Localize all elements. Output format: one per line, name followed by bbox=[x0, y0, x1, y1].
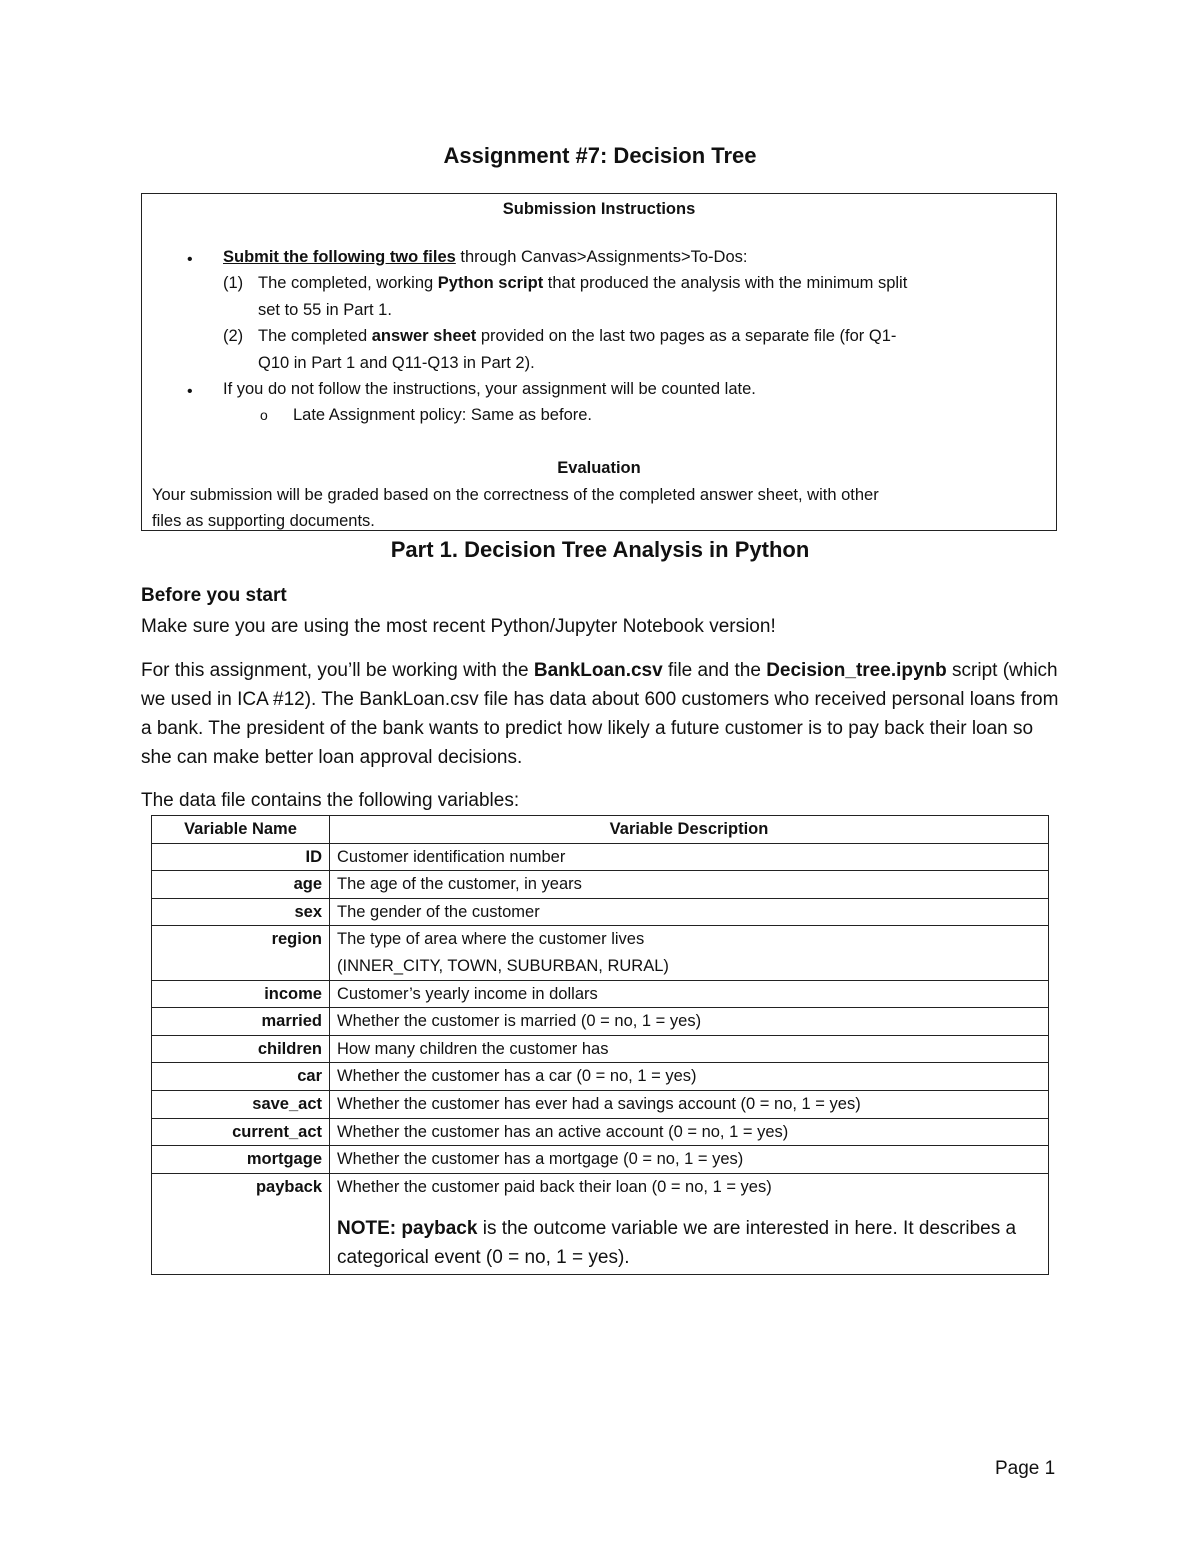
before-you-start-heading: Before you start bbox=[141, 585, 287, 606]
payback-note bbox=[337, 1214, 1041, 1274]
variable-name: car bbox=[152, 1063, 330, 1091]
variable-name: married bbox=[152, 1008, 330, 1036]
submission-heading: Submission Instructions bbox=[502, 200, 696, 218]
variable-description: Customer’s yearly income in dollars bbox=[330, 980, 1049, 1008]
variable-description: The gender of the customer bbox=[330, 898, 1049, 926]
variable-name: sex bbox=[152, 898, 330, 926]
table-row bbox=[152, 1035, 1049, 1063]
variable-name: ID bbox=[152, 843, 330, 871]
variable-description: Whether the customer has an active account (0 = no, 1 = yes) bbox=[330, 1118, 1049, 1146]
evaluation-line-2: files as supporting documents. bbox=[152, 512, 375, 530]
item-2-text-b: answer sheet bbox=[371, 327, 477, 345]
submit-files-rest: through Canvas>Assignments>To-Dos: bbox=[455, 248, 748, 266]
item-2-line-1 bbox=[258, 323, 896, 350]
region-desc-line-2: (INNER_CITY, TOWN, SUBURBAN, RURAL) bbox=[337, 956, 669, 975]
header-variable-description: Variable Description bbox=[330, 816, 1049, 844]
variable-name: region bbox=[152, 926, 330, 980]
item-1-line-1 bbox=[258, 270, 907, 297]
variable-name: children bbox=[152, 1035, 330, 1063]
variables-intro: The data file contains the following variables: bbox=[141, 790, 520, 811]
submission-instructions-box bbox=[141, 193, 1057, 531]
table-row bbox=[152, 843, 1049, 871]
late-policy: Late Assignment policy: Same as before. bbox=[293, 406, 592, 424]
intro-text-e: script (which we used in ICA #12). The BankLoan.csv file has data about 600 customers who received personal loans from a bank. The president of the bank wants to predict how likely a future customer is to pay back their loan so she can make better loan approval decisions. bbox=[141, 660, 1059, 768]
variable-name: age bbox=[152, 871, 330, 899]
table-row bbox=[152, 1090, 1049, 1118]
header-variable-name: Variable Name bbox=[152, 816, 330, 844]
item-1-text-b: Python script bbox=[437, 274, 544, 292]
evaluation-line-1: Your submission will be graded based on the correctness of the completed answer sheet, with other bbox=[152, 486, 879, 504]
variable-description: Whether the customer is married (0 = no, 1 = yes) bbox=[330, 1008, 1049, 1036]
variable-description bbox=[330, 926, 1049, 980]
table-row bbox=[152, 980, 1049, 1008]
item-2-text-c: provided on the last two pages as a separate file (for Q1- bbox=[476, 327, 897, 345]
intro-text-c: file and the bbox=[662, 660, 767, 681]
item-2-number: (2) bbox=[223, 327, 244, 345]
table-row bbox=[152, 1008, 1049, 1036]
variable-description: How many children the customer has bbox=[330, 1035, 1049, 1063]
before-you-start-text: Make sure you are using the most recent Python/Jupyter Notebook version! bbox=[141, 616, 776, 637]
bullet-icon: • bbox=[187, 383, 193, 400]
variable-description: Whether the customer has ever had a savings account (0 = no, 1 = yes) bbox=[330, 1090, 1049, 1118]
table-row bbox=[152, 1118, 1049, 1146]
item-1-line-2: set to 55 in Part 1. bbox=[258, 301, 392, 319]
table-row bbox=[152, 1146, 1049, 1174]
assignment-intro-paragraph bbox=[141, 656, 1061, 772]
variable-description: The age of the customer, in years bbox=[330, 871, 1049, 899]
variable-name: current_act bbox=[152, 1118, 330, 1146]
region-desc-line-1: The type of area where the customer lives bbox=[337, 930, 645, 949]
part-1-title: Part 1. Decision Tree Analysis in Python bbox=[390, 537, 810, 562]
page-number: Page 1 bbox=[995, 1458, 1056, 1479]
evaluation-heading: Evaluation bbox=[557, 459, 641, 477]
note-label: NOTE: bbox=[337, 1218, 402, 1240]
table-row bbox=[152, 898, 1049, 926]
item-2-line-2: Q10 in Part 1 and Q11-Q13 in Part 2). bbox=[258, 354, 535, 372]
note-variable: payback bbox=[401, 1218, 478, 1240]
variable-name: mortgage bbox=[152, 1146, 330, 1174]
variable-name: save_act bbox=[152, 1090, 330, 1118]
table-row bbox=[152, 871, 1049, 899]
payback-desc: Whether the customer paid back their loan (0 = no, 1 = yes) bbox=[337, 1177, 772, 1196]
intro-text-a: For this assignment, you’ll be working with the bbox=[141, 660, 534, 681]
table-row bbox=[152, 926, 1049, 980]
bullet-icon: • bbox=[187, 251, 193, 268]
item-1-text-a: The completed, working bbox=[258, 274, 438, 292]
variable-description: Whether the customer has a mortgage (0 = no, 1 = yes) bbox=[330, 1146, 1049, 1174]
table-row bbox=[152, 1173, 1049, 1275]
table-row bbox=[152, 1063, 1049, 1091]
item-1-text-c: that produced the analysis with the minimum split bbox=[543, 274, 908, 292]
intro-file-csv: BankLoan.csv bbox=[533, 660, 663, 681]
variable-name: payback bbox=[152, 1173, 330, 1275]
note-text: is the outcome variable we are interested in here. It describes a categorical event (0 = no, 1 = yes). bbox=[337, 1218, 1017, 1269]
sub-bullet-marker: o bbox=[260, 407, 268, 423]
variable-name: income bbox=[152, 980, 330, 1008]
variables-table bbox=[151, 815, 1049, 1275]
variable-description bbox=[330, 1173, 1049, 1275]
submit-files-emphasis: Submit the following two files bbox=[223, 248, 456, 266]
intro-file-notebook: Decision_tree.ipynb bbox=[766, 660, 947, 681]
variable-description: Whether the customer has a car (0 = no, 1 = yes) bbox=[330, 1063, 1049, 1091]
bullet-late-warning: If you do not follow the instructions, your assignment will be counted late. bbox=[223, 380, 756, 398]
variable-description: Customer identification number bbox=[330, 843, 1049, 871]
bullet-submit-files bbox=[223, 244, 747, 271]
item-1-number: (1) bbox=[223, 274, 244, 292]
document-title: Assignment #7: Decision Tree bbox=[443, 143, 757, 168]
item-2-text-a: The completed bbox=[258, 327, 372, 345]
table-header-row bbox=[152, 816, 1049, 844]
